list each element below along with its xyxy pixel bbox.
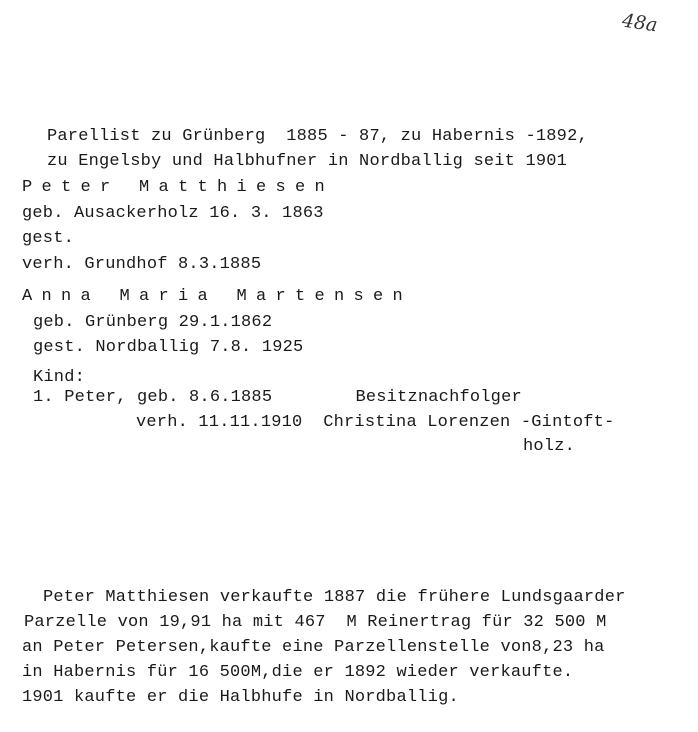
narrative-line-5: 1901 kaufte er die Halbhufe in Nordballig. bbox=[22, 688, 459, 707]
narrative-line-3: an Peter Petersen,kaufte eine Parzellenstelle von8,23 ha bbox=[22, 638, 605, 657]
husband-name: Peter Matthiesen bbox=[22, 178, 335, 197]
header-line-2: zu Engelsby und Halbhufner in Nordballig seit 1901 bbox=[47, 152, 568, 171]
children-label: Kind: bbox=[33, 368, 86, 387]
narrative-line-2: Parzelle von 19,91 ha mit 467 M Reinertrag für 32 500 M bbox=[24, 613, 607, 632]
husband-died: gest. bbox=[22, 229, 75, 248]
wife-name: Anna Maria Martensen bbox=[22, 287, 413, 306]
header-line-1: Parellist zu Grünberg 1885 - 87, zu Habernis -1892, bbox=[47, 127, 588, 146]
child-1-line-1: 1. Peter, geb. 8.6.1885 Besitznachfolger bbox=[33, 388, 522, 407]
narrative-line-1: Peter Matthiesen verkaufte 1887 die frühere Lundsgaarder bbox=[43, 588, 626, 607]
narrative-line-4: in Habernis für 16 500M,die er 1892 wieder verkaufte. bbox=[22, 663, 574, 682]
page-number-annotation: 48a bbox=[620, 9, 659, 37]
husband-married: verh. Grundhof 8.3.1885 bbox=[22, 255, 262, 274]
child-1-line-3: holz. bbox=[523, 437, 576, 456]
husband-born: geb. Ausackerholz 16. 3. 1863 bbox=[22, 204, 324, 223]
wife-born: geb. Grünberg 29.1.1862 bbox=[33, 313, 273, 332]
wife-died: gest. Nordballig 7.8. 1925 bbox=[33, 338, 304, 357]
child-1-line-2: verh. 11.11.1910 Christina Lorenzen -Gintoft- bbox=[136, 413, 615, 432]
